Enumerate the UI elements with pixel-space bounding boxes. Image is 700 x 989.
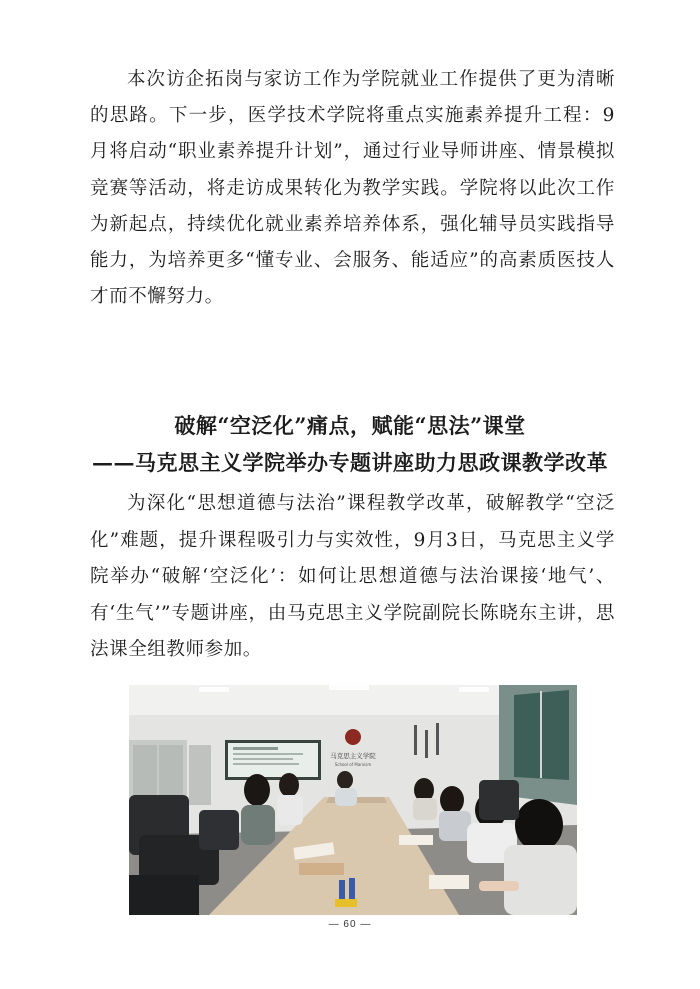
wall-sign-en: School of Marxism (334, 762, 372, 767)
article-subtitle: ——马克思主义学院举办专题讲座助力思政课教学改革 (92, 450, 608, 475)
wall-sign-cn: 马克思主义学院 (330, 752, 376, 760)
lecture-photo (129, 685, 577, 915)
body-paragraph: 为深化“思想道德与法治”课程教学改革，破解教学“空泛化”难题，提升课程吸引力与实效性，9月3日，马克思主义学院举办“破解‘空泛化’：如何让思想道德与法治课接‘地气’、有‘生气’”专题讲座，由马克思主义学院副院长陈晓东主讲，思法课全组教师参加。 (90, 493, 615, 660)
article-title: 破解“空泛化”痛点，赋能“思法”课堂 (174, 413, 526, 438)
page-number: — 60 — (328, 919, 372, 930)
body-paragraph: 本次访企拓岗与家访工作为学院就业工作提供了更为清晰的思路。下一步，医学技术学院将重点实施素养提升工程：9月将启动“职业素养提升计划”，通过行业导师讲座、情景模拟竞赛等活动，将走访成果转化为教学实践。学院将以此次工作为新起点，持续优化就业素养培养体系，强化辅导员实践指导能力，为培养更多“懂专业、会服务、能适应”的高素质医技人才而不懈努力。 (90, 69, 615, 308)
